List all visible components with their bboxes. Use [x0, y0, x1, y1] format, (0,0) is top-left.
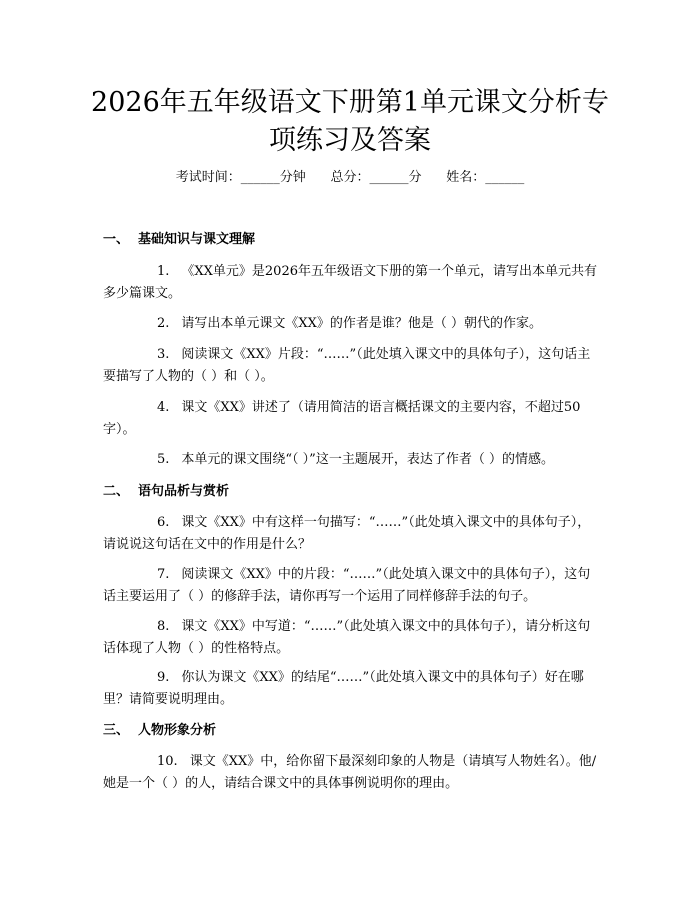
question-1 [103, 261, 600, 305]
question-text: 你认为课文《XX》的结尾“……”（此处填入课文中的具体句子）好在哪里？请简要说明理由。 [103, 670, 584, 707]
question-9 [103, 667, 600, 711]
section-heading-3: 三、 人物形象分析 [103, 723, 217, 738]
question-number: 2. [157, 316, 170, 331]
question-5 [103, 449, 600, 471]
question-number: 1. [157, 264, 170, 279]
question-number: 9. [157, 670, 170, 685]
question-text: 请写出本单元课文《XX》的作者是谁？他是（ ）朝代的作家。 [181, 316, 543, 331]
question-number: 6. [157, 515, 170, 530]
question-number: 4. [157, 400, 170, 415]
question-7 [103, 564, 600, 608]
exam-info-line: 考试时间：______分钟 总分：______分 姓名：______ [175, 170, 525, 185]
question-text: 课文《XX》中有这样一句描写：“……”（此处填入课文中的具体句子），请说说这句话在文中的作用是什么？ [103, 515, 591, 552]
question-number: 3. [157, 347, 170, 362]
document-title: 2026年五年级语文下册第1单元课文分析专项练习及答案 [91, 87, 609, 156]
question-number: 5. [157, 452, 170, 467]
question-6 [103, 512, 600, 556]
question-10 [103, 751, 600, 795]
question-4 [103, 397, 600, 441]
question-number: 7. [157, 567, 170, 582]
question-text: 《XX单元》是2026年五年级语文下册的第一个单元，请写出本单元共有多少篇课文。 [103, 264, 598, 301]
question-3 [103, 344, 600, 388]
question-text: 课文《XX》讲述了（请用简洁的语言概括课文的主要内容，不超过50字）。 [103, 400, 581, 437]
question-number: 10. [157, 754, 178, 769]
question-number: 8. [157, 619, 170, 634]
section-heading-1: 一、 基础知识与课文理解 [103, 232, 256, 247]
question-text: 阅读课文《XX》片段：“……”（此处填入课文中的具体句子），这句话主要描写了人物的（ ）和（ ）。 [103, 347, 591, 384]
question-2 [103, 313, 600, 335]
section-heading-2: 二、 语句品析与赏析 [103, 484, 230, 499]
question-text: 阅读课文《XX》中的片段：“……”（此处填入课文中的具体句子），这句话主要运用了（ ）的修辞手法，请你再写一个运用了同样修辞手法的句子。 [103, 567, 591, 604]
question-8 [103, 616, 600, 660]
question-text: 本单元的课文围绕“（ ）”这一主题展开，表达了作者（ ）的情感。 [181, 452, 554, 467]
question-text: 课文《XX》中，给你留下最深刻印象的人物是（请填写人物姓名）。他/她是一个（ ）的人，请结合课文中的具体事例说明你的理由。 [103, 754, 597, 791]
question-text: 课文《XX》中写道：“……”（此处填入课文中的具体句子），请分析这句话体现了人物（ ）的性格特点。 [103, 619, 591, 656]
